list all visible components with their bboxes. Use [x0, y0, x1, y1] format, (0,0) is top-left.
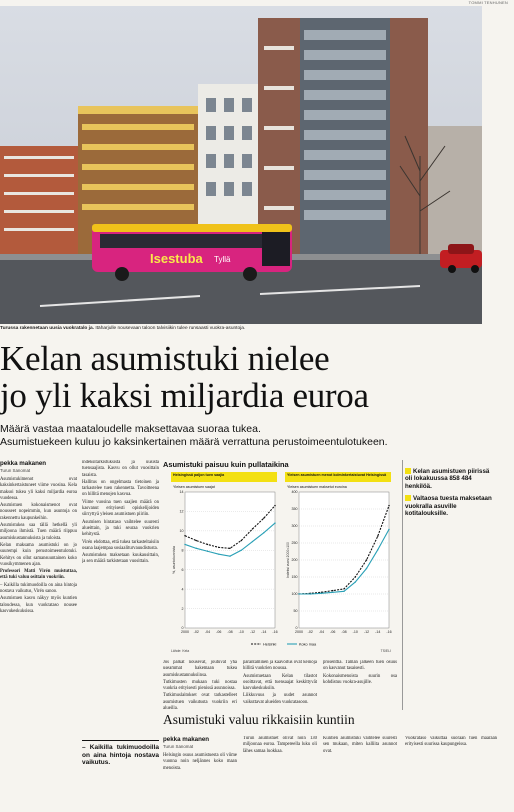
x-tick-label: -04 — [204, 630, 211, 634]
data-point — [196, 540, 197, 541]
y-axis-label: Indeksi vuosi 2000=100 — [286, 542, 290, 578]
y-tick-label: 0 — [181, 626, 184, 631]
paragraph: Asumistuen kokonaismenot ovat nousseet nopeimmin, kun asuntoja on rakennettu kaupunkeihin. — [0, 503, 77, 521]
data-point — [343, 591, 344, 592]
panel-subtitle: Yleisen asumistuen maksetut euroina — [287, 485, 347, 489]
paragraph: Asumisen hintataso vaihtelee suuresti alueittain, ja tuki seuraa vuokrien kehitystä. — [82, 519, 159, 538]
data-point — [241, 550, 242, 551]
x-tick-label: -02 — [193, 630, 199, 634]
y-tick-label: 2 — [181, 606, 184, 611]
bus-brand-text: Isestuba — [150, 251, 203, 266]
chart-source: Lähde: Kela — [171, 649, 190, 653]
y-tick-label: 50 — [293, 609, 298, 614]
caption-text: Itäharjulle nousevaan taloon talvisiikin tulee runsaasti vuokra-asuntoja. — [95, 326, 246, 331]
data-point — [332, 590, 333, 591]
article-column-3 — [163, 660, 237, 710]
paragraph: Asumistukea saa tällä hetkellä yli miljoona ihmistä. Tuen määrä riippuu asumiskustannuksista ja tuloista. — [0, 523, 77, 541]
data-point — [377, 536, 378, 537]
y-tick-label: 8 — [181, 548, 184, 553]
paragraph: Kuntien asumistuki vaihtelee suuresti sen mukaan, miten kalliita asunnot ovat. — [323, 736, 397, 754]
y-tick-label: 10 — [179, 529, 184, 534]
plot-area — [185, 492, 275, 628]
paragraph: Liikkuvuus ja uudet asunnot vaikuttavat alueiden vuokratasoon. — [243, 693, 317, 705]
x-tick-label: -12 — [363, 630, 370, 634]
paragraph: Hallitus on ongelmasta tietoinen ja tarkastelee tuen rakennetta. Tavoitteena on hillitä menojen kasvua. — [82, 479, 159, 498]
sub-column-1 — [163, 736, 237, 812]
x-tick-label: 2000 — [181, 630, 189, 634]
paragraph: Tutkimuslaitokset ovat tarkastelleet asumistuen vaikutusta vuokriin eri alueilla. — [163, 693, 237, 710]
caption-lead: Turussa rakennetaan uusia vuokratalo ja. — [0, 326, 95, 331]
pullquote-column — [82, 736, 159, 812]
data-point — [241, 540, 242, 541]
panel-subtitle: Yleisen asumistuen saajat — [173, 485, 215, 489]
data-point — [252, 541, 253, 542]
deck-line-2: Asumistuekeen kuluu jo kaksinkertainen määrä verrattuna perustoimeentulotukeen. — [0, 436, 388, 448]
data-point — [229, 555, 230, 556]
y-tick-label: 0 — [295, 626, 298, 631]
paragraph: Tutkimusten mukaan tuki nostaa vuokria erityisesti pienissä asunnoissa. — [163, 679, 237, 692]
paragraph: Asumistukimenot ovat kaksinkertaistuneet viime vuosina. Kela maksoi tukea yli kaksi miljardia euroa vuodessa. — [0, 477, 77, 501]
data-point — [218, 553, 219, 554]
fact-box — [405, 468, 497, 522]
fact-text: Valtaosa tuesta maksetaan vuokralla asuville kotitalouksille. — [405, 495, 492, 518]
x-tick-label: -12 — [249, 630, 256, 634]
y-tick-label: 100 — [291, 592, 298, 597]
deck — [0, 423, 500, 449]
paragraph: Kokonaismenoista suurin osa kohdistuu vuokra-asujille. — [323, 673, 397, 685]
y-tick-label: 350 — [291, 507, 298, 512]
y-tick-label: 250 — [291, 541, 298, 546]
paragraph: parantaminen ja kaavoitus ovat keinoja hillitä vuokrien nousua. — [243, 660, 317, 672]
headline — [0, 340, 500, 414]
yellow-square-icon — [405, 495, 411, 501]
x-tick-label: -06 — [330, 630, 336, 634]
data-point — [355, 581, 356, 582]
street-scene-illustration — [0, 6, 482, 324]
x-tick-label: -14 — [261, 630, 267, 634]
data-point — [274, 522, 275, 523]
x-tick-label: -16 — [272, 630, 278, 634]
pull-quote: – Kaikilla tukimuodoilla on aina hintoja nostava vaikutus. — [82, 740, 159, 767]
fact-text: Kelan asumistuen piirissä oli lokakuussa 858 484 henkilöä. — [405, 468, 490, 490]
legend-label-helsinki: Helsinki — [263, 642, 277, 647]
x-tick-label: -10 — [238, 630, 244, 634]
data-point — [274, 505, 275, 506]
headline-line-2: jo yli kaksi miljardia euroa — [0, 376, 369, 415]
x-tick-label: -04 — [318, 630, 325, 634]
paragraph: Jos palkat nousevat, joutuvat yhä useammat hakemaan tukea asumiskustannuksiinsa. — [163, 660, 237, 678]
chart-credit: TS/ELI — [380, 649, 391, 653]
sub-column-4 — [405, 736, 497, 812]
data-point — [229, 548, 230, 549]
data-point — [343, 588, 344, 589]
y-tick-label: 300 — [291, 524, 298, 529]
data-point — [321, 593, 322, 594]
paragraph: prosenttia. Tämän jälkeen tuen osuus on kasvanut tasaisesti. — [323, 660, 397, 672]
paragraph: Viime vuosina tuen saajien määrä on kasvanut erityisesti opiskelijoiden siirryttyä yleisen asumistuen piiriin. — [82, 499, 159, 518]
data-point — [310, 593, 311, 594]
x-tick-label: -06 — [216, 630, 222, 634]
paragraph: Helsingin osuus asumistuesta oli viime vuonna noin neljännes koko maan menoista. — [163, 753, 237, 771]
fact-item — [405, 468, 497, 490]
x-tick-label: 2000 — [295, 630, 303, 634]
legend-label-koko-maa: Koko maa — [299, 642, 317, 647]
data-point — [196, 548, 197, 549]
fact-item — [405, 495, 497, 517]
paragraph: Turun asumistuet olivat noin 130 miljoonaa euroa. Tampereella luku oli lähes samaa luokkaa. — [243, 736, 317, 754]
y-tick-label: 14 — [179, 490, 184, 495]
data-point — [207, 551, 208, 552]
deck-line-1: Määrä vastaa maataloudelle maksettavaa suoraa tukea. — [0, 423, 261, 435]
byline-publication: Turun Sanomat — [0, 468, 31, 473]
data-point — [184, 544, 185, 545]
paragraph: Asumistuen kasvu näkyy myös kuntien taloudessa, kun vuokrataso nousee kasvukeskuksissa. — [0, 596, 77, 614]
paragraph: indeksitarkistuksista ja uusista tuensaajista. Kasvu on ollut vuosittain tasaista. — [82, 460, 159, 478]
data-point — [388, 505, 389, 506]
data-point — [263, 532, 264, 533]
yellow-square-icon — [405, 468, 411, 474]
y-axis-label: %, asuntokunnista — [172, 546, 176, 574]
y-tick-label: 200 — [291, 558, 298, 563]
data-point — [184, 535, 185, 536]
x-tick-label: -02 — [307, 630, 313, 634]
data-point — [366, 568, 367, 569]
left-building — [0, 146, 78, 254]
data-point — [263, 518, 264, 519]
y-tick-label: 400 — [291, 490, 298, 495]
data-point — [218, 547, 219, 548]
y-tick-label: 6 — [181, 567, 184, 572]
x-tick-label: -14 — [375, 630, 381, 634]
paragraph: Professori Matti Virén muistuttaa, että tuki valuu osittain vuokriin. — [0, 569, 77, 581]
article-column-4 — [243, 660, 317, 710]
byline: pekka makanen — [0, 460, 47, 467]
data-point — [252, 528, 253, 529]
bus-sign-text: Tyllä — [214, 255, 231, 264]
y-tick-label: 12 — [179, 509, 184, 514]
x-tick-label: -10 — [352, 630, 358, 634]
chart-title: Asumistuki paisuu kuin pullataikina — [163, 460, 289, 469]
data-point — [332, 592, 333, 593]
data-point — [388, 529, 389, 530]
panel-title: Yleisen asumistuen menot kolminkertaistuvat Helsingissä — [287, 473, 387, 478]
byline: pekka makanen — [163, 736, 210, 743]
news-photo — [0, 6, 482, 324]
sub-column-3 — [323, 736, 397, 812]
panel-title: Helsingissä paljon tuen saajia — [173, 473, 225, 478]
data-point — [366, 559, 367, 560]
subheading: Asumistuki valuu rikkaisiin kuntiin — [163, 712, 355, 727]
paragraph: Asumistuetaan Kelan tilastot osoittavat, että tuensaajat keskittyvät kasvukeskuksiin. — [243, 673, 317, 692]
photo-caption — [0, 326, 482, 331]
photo-credit: TOMMI TENHUNEN — [468, 0, 508, 5]
chart-block — [163, 460, 398, 655]
line-charts — [163, 460, 398, 655]
column-rule — [402, 460, 403, 710]
article-column-5 — [323, 660, 397, 710]
paragraph: Vuokrataso vaikuttaa suoraan tuen määrään erityisesti suurissa kaupungeissa. — [405, 736, 497, 748]
data-point — [298, 593, 299, 594]
x-tick-label: -16 — [386, 630, 392, 634]
paragraph: Kelan maksama asumistuki on jo suurempi kuin perustoimeentulotuki. Kehitys on ollut samansuuntainen koko vuosikymmenen ajan. — [0, 542, 77, 567]
sub-column-2 — [243, 736, 317, 812]
paragraph: Asumistukea maksetaan kuukausittain, ja sen määrä tarkistetaan vuosittain. — [82, 553, 159, 565]
data-point — [377, 549, 378, 550]
x-tick-label: -08 — [341, 630, 347, 634]
y-tick-label: 4 — [181, 587, 184, 592]
data-point — [355, 576, 356, 577]
article-column-1 — [0, 460, 77, 812]
headline-line-1: Kelan asumistuki nielee — [0, 339, 330, 378]
data-point — [207, 544, 208, 545]
paragraph: Virén ehdottaa, että tukea tarkasteltaisiin osana laajempaa sosiaaliturvauudistusta. — [82, 539, 159, 551]
byline-publication: Turun Sanomat — [163, 744, 194, 749]
paragraph: – Kaikilla tukimuodoilla on aina hintoja nostava vaikutus, Virén sanoo. — [0, 582, 77, 595]
y-tick-label: 150 — [291, 575, 298, 580]
x-tick-label: -08 — [227, 630, 233, 634]
